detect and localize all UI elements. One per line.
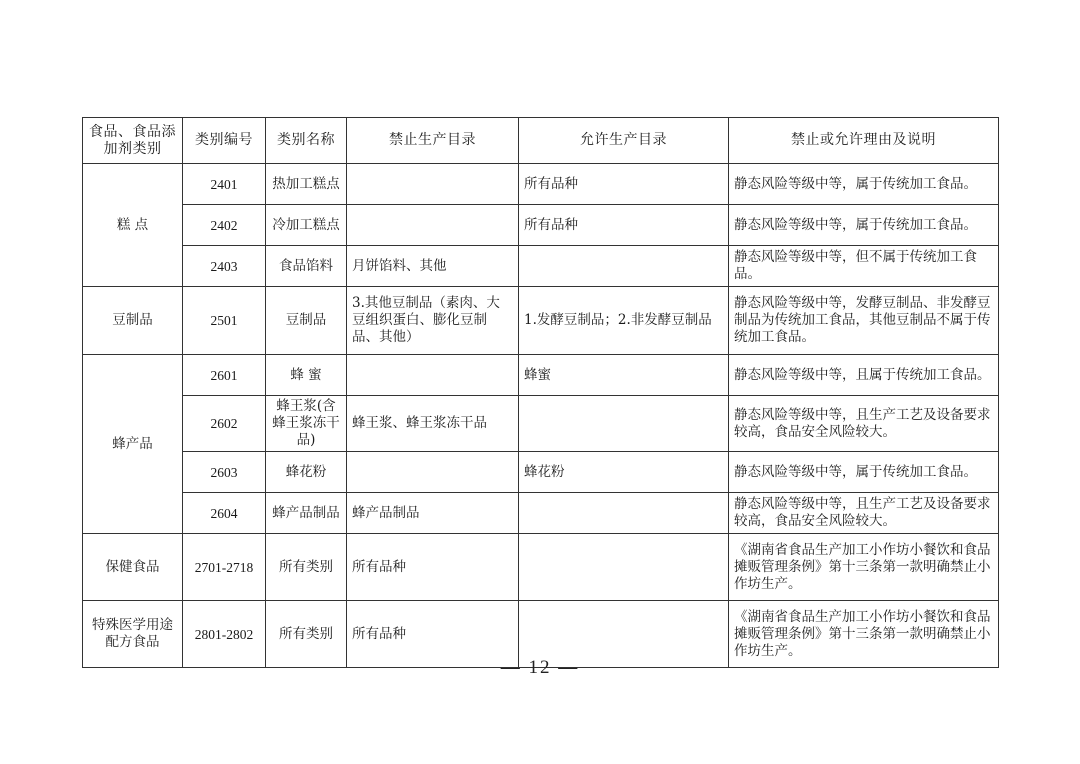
name-cell: 蜂产品制品 [266, 493, 347, 534]
category-cell: 特殊医学用途配方食品 [83, 601, 183, 668]
code-cell: 2604 [183, 493, 266, 534]
code-cell: 2401 [183, 164, 266, 205]
category-cell: 糕 点 [83, 164, 183, 287]
prohibited-cell: 3.其他豆制品（素肉、大豆组织蛋白、膨化豆制品、其他） [347, 287, 519, 355]
allowed-cell: 所有品种 [519, 205, 729, 246]
prohibited-cell [347, 452, 519, 493]
code-cell: 2601 [183, 355, 266, 396]
prohibited-cell: 蜂王浆、蜂王浆冻干品 [347, 396, 519, 452]
table-header [83, 118, 999, 164]
reason-cell: 静态风险等级中等，属于传统加工食品。 [729, 452, 999, 493]
table-row [83, 355, 999, 396]
regulation-table [82, 117, 999, 668]
prohibited-cell: 月饼馅料、其他 [347, 246, 519, 287]
header-code: 类别编号 [183, 118, 266, 164]
table-row [83, 493, 999, 534]
reason-cell: 《湖南省食品生产加工小作坊小餐饮和食品摊贩管理条例》第十三条第一款明确禁止小作坊生产。 [729, 601, 999, 668]
allowed-cell [519, 246, 729, 287]
allowed-cell: 所有品种 [519, 164, 729, 205]
reason-cell: 静态风险等级中等，属于传统加工食品。 [729, 164, 999, 205]
table-row [83, 164, 999, 205]
table-body [83, 164, 999, 668]
prohibited-cell: 所有品种 [347, 534, 519, 601]
name-cell: 所有类别 [266, 601, 347, 668]
page-number: — 12 — [500, 657, 580, 678]
table-row [83, 534, 999, 601]
allowed-cell [519, 493, 729, 534]
reason-cell: 静态风险等级中等，且生产工艺及设备要求较高，食品安全风险较大。 [729, 493, 999, 534]
code-cell: 2602 [183, 396, 266, 452]
header-reason: 禁止或允许理由及说明 [729, 118, 999, 164]
code-cell: 2701-2718 [183, 534, 266, 601]
code-cell: 2403 [183, 246, 266, 287]
reason-cell: 静态风险等级中等，属于传统加工食品。 [729, 205, 999, 246]
table-row [83, 452, 999, 493]
allowed-cell: 1.发酵豆制品；2.非发酵豆制品 [519, 287, 729, 355]
name-cell: 所有类别 [266, 534, 347, 601]
allowed-cell: 蜂花粉 [519, 452, 729, 493]
category-cell: 保健食品 [83, 534, 183, 601]
allowed-cell [519, 396, 729, 452]
allowed-cell [519, 534, 729, 601]
header-category: 食品、食品添加剂类别 [83, 118, 183, 164]
reason-cell: 静态风险等级中等，且生产工艺及设备要求较高，食品安全风险较大。 [729, 396, 999, 452]
prohibited-cell: 所有品种 [347, 601, 519, 668]
table-row [83, 287, 999, 355]
code-cell: 2801-2802 [183, 601, 266, 668]
reason-cell: 静态风险等级中等，发酵豆制品、非发酵豆制品为传统加工食品，其他豆制品不属于传统加工食品。 [729, 287, 999, 355]
reason-cell: 静态风险等级中等，且属于传统加工食品。 [729, 355, 999, 396]
name-cell: 豆制品 [266, 287, 347, 355]
code-cell: 2603 [183, 452, 266, 493]
table-row [83, 396, 999, 452]
reason-cell: 《湖南省食品生产加工小作坊小餐饮和食品摊贩管理条例》第十三条第一款明确禁止小作坊生产。 [729, 534, 999, 601]
table-row [83, 246, 999, 287]
name-cell: 冷加工糕点 [266, 205, 347, 246]
prohibited-cell [347, 164, 519, 205]
code-cell: 2402 [183, 205, 266, 246]
code-cell: 2501 [183, 287, 266, 355]
name-cell: 蜂花粉 [266, 452, 347, 493]
allowed-cell: 蜂蜜 [519, 355, 729, 396]
prohibited-cell [347, 355, 519, 396]
prohibited-cell: 蜂产品制品 [347, 493, 519, 534]
header-prohibited: 禁止生产目录 [347, 118, 519, 164]
name-cell: 蜂 蜜 [266, 355, 347, 396]
category-cell: 豆制品 [83, 287, 183, 355]
header-row [83, 118, 999, 164]
header-allowed: 允许生产目录 [519, 118, 729, 164]
table-row [83, 205, 999, 246]
name-cell: 热加工糕点 [266, 164, 347, 205]
header-name: 类别名称 [266, 118, 347, 164]
name-cell: 蜂王浆(含蜂王浆冻干品) [266, 396, 347, 452]
category-cell: 蜂产品 [83, 355, 183, 534]
name-cell: 食品馅料 [266, 246, 347, 287]
prohibited-cell [347, 205, 519, 246]
reason-cell: 静态风险等级中等，但不属于传统加工食品。 [729, 246, 999, 287]
